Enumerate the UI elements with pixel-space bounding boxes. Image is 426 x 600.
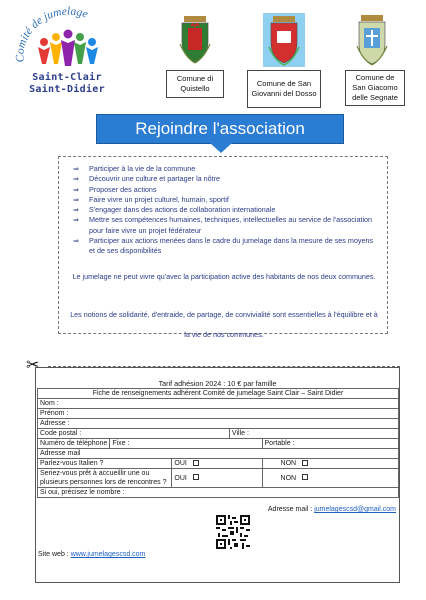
quistello-crest-icon: [178, 14, 212, 64]
logo-line1: Saint-Clair: [32, 72, 102, 83]
double-arrow-icon: ⇒: [73, 194, 80, 204]
objectives-paragraph-2: Les notions de solidarité, d'entraide, de partage, de convivialité sont essentielles à l'équilibre et à la vie de nos communes.: [70, 310, 378, 339]
objectives-list: [73, 164, 379, 257]
accueillir-question: Seriez-vous prêt à accueillir une ou plusieurs personnes lors de rencontres ?: [38, 469, 172, 488]
code-postal-field[interactable]: Code postal :: [38, 429, 230, 439]
san-giovanni-crest-icon: [263, 13, 305, 67]
logo-line2: Saint-Didier: [29, 84, 105, 95]
nom-field[interactable]: Nom :: [38, 399, 399, 409]
double-arrow-icon: ⇒: [73, 174, 80, 184]
ville-field[interactable]: Ville :: [229, 429, 398, 439]
nombre-field[interactable]: Si oui, précisez le nombre :: [38, 488, 399, 498]
adresse-mail-field[interactable]: Adresse mail: [38, 449, 399, 459]
jumelage-logo-icon: [8, 6, 126, 72]
double-arrow-icon: ⇒: [73, 236, 80, 246]
objectives-box: [58, 156, 388, 339]
membership-form-table: [37, 388, 399, 498]
jumelage-logo: [8, 6, 126, 98]
contact-email: [268, 506, 396, 513]
banner-arrow-icon: [210, 143, 232, 153]
email-label: Adresse mail :: [267, 506, 315, 513]
prenom-field[interactable]: Prénom :: [38, 409, 399, 419]
objective-item: ⇒ Proposer des actions: [73, 184, 157, 194]
italien-question: Parlez-vous Italien ?: [38, 459, 172, 469]
site-link[interactable]: www.jumelagescsd.com: [70, 551, 146, 558]
objective-item: ⇒ Participer à la vie de la commune: [73, 164, 196, 173]
objectives-paragraph-1: Le jumelage ne peut vivre qu'avec la participation active des habitants de nos deux communes.: [72, 272, 376, 281]
fixe-field[interactable]: Fixe :: [110, 439, 262, 449]
commune-label-san-giacomo: Comune de San Giacomo delle Segnate: [345, 70, 405, 106]
email-link[interactable]: jumelagescsd@gmail.com: [314, 506, 396, 513]
form-header: Fiche de renseignements adhérent Comité de jumelage Saint Clair – Saint Didier: [38, 389, 399, 399]
accueillir-non-option[interactable]: NON: [262, 469, 398, 488]
join-association-banner: Rejoindre l'association: [96, 114, 344, 144]
italien-oui-option[interactable]: OUI: [172, 459, 262, 469]
website: [38, 551, 145, 558]
san-giacomo-crest-icon: [355, 14, 389, 66]
double-arrow-icon: ⇒: [73, 215, 80, 225]
objective-item: ⇒ Mettre ses compétences humaines, techniques, intellectuelles au service de l'association pour faire vivre un projet fédérateur: [73, 215, 373, 235]
tarif-text: Tarif adhésion 2024 : 10 € par famille: [158, 379, 277, 388]
checkbox-icon[interactable]: [302, 460, 308, 466]
site-label: Site web :: [38, 551, 71, 558]
checkbox-icon[interactable]: [193, 460, 199, 466]
scissors-icon: ✂: [26, 357, 40, 374]
objective-item: ⇒ Faire vivre un projet culturel, humain, sportif: [73, 194, 229, 204]
logo-arc-text: Comité de jumelage: [14, 6, 90, 63]
double-arrow-icon: ⇒: [73, 164, 80, 173]
telephone-label: Numéro de téléphone: [38, 439, 110, 449]
objective-item: ⇒ Découvrir une culture et partager la nôtre: [73, 174, 221, 184]
objective-item: ⇒ Participer aux actions menées dans le cadre du jumelage dans la mesure de ses moyens et de ses disponibilités: [73, 236, 374, 256]
checkbox-icon[interactable]: [193, 474, 199, 480]
double-arrow-icon: ⇒: [73, 184, 80, 194]
objective-item: ⇒ S'engager dans des actions de collaboration internationale: [73, 205, 276, 215]
figures-icon: [38, 30, 98, 67]
portable-field[interactable]: Portable :: [262, 439, 398, 449]
commune-label-quistello: Comune di Quistello: [166, 70, 224, 98]
adresse-field[interactable]: Adresse :: [38, 419, 399, 429]
checkbox-icon[interactable]: [302, 474, 308, 480]
commune-label-san-giovanni: Comune de San Giovanni del Dosso: [247, 70, 321, 108]
italien-non-option[interactable]: NON: [262, 459, 398, 469]
accueillir-oui-option[interactable]: OUI: [172, 469, 262, 488]
double-arrow-icon: ⇒: [73, 205, 80, 215]
membership-form: [35, 367, 400, 583]
qr-code-icon: [216, 515, 250, 549]
